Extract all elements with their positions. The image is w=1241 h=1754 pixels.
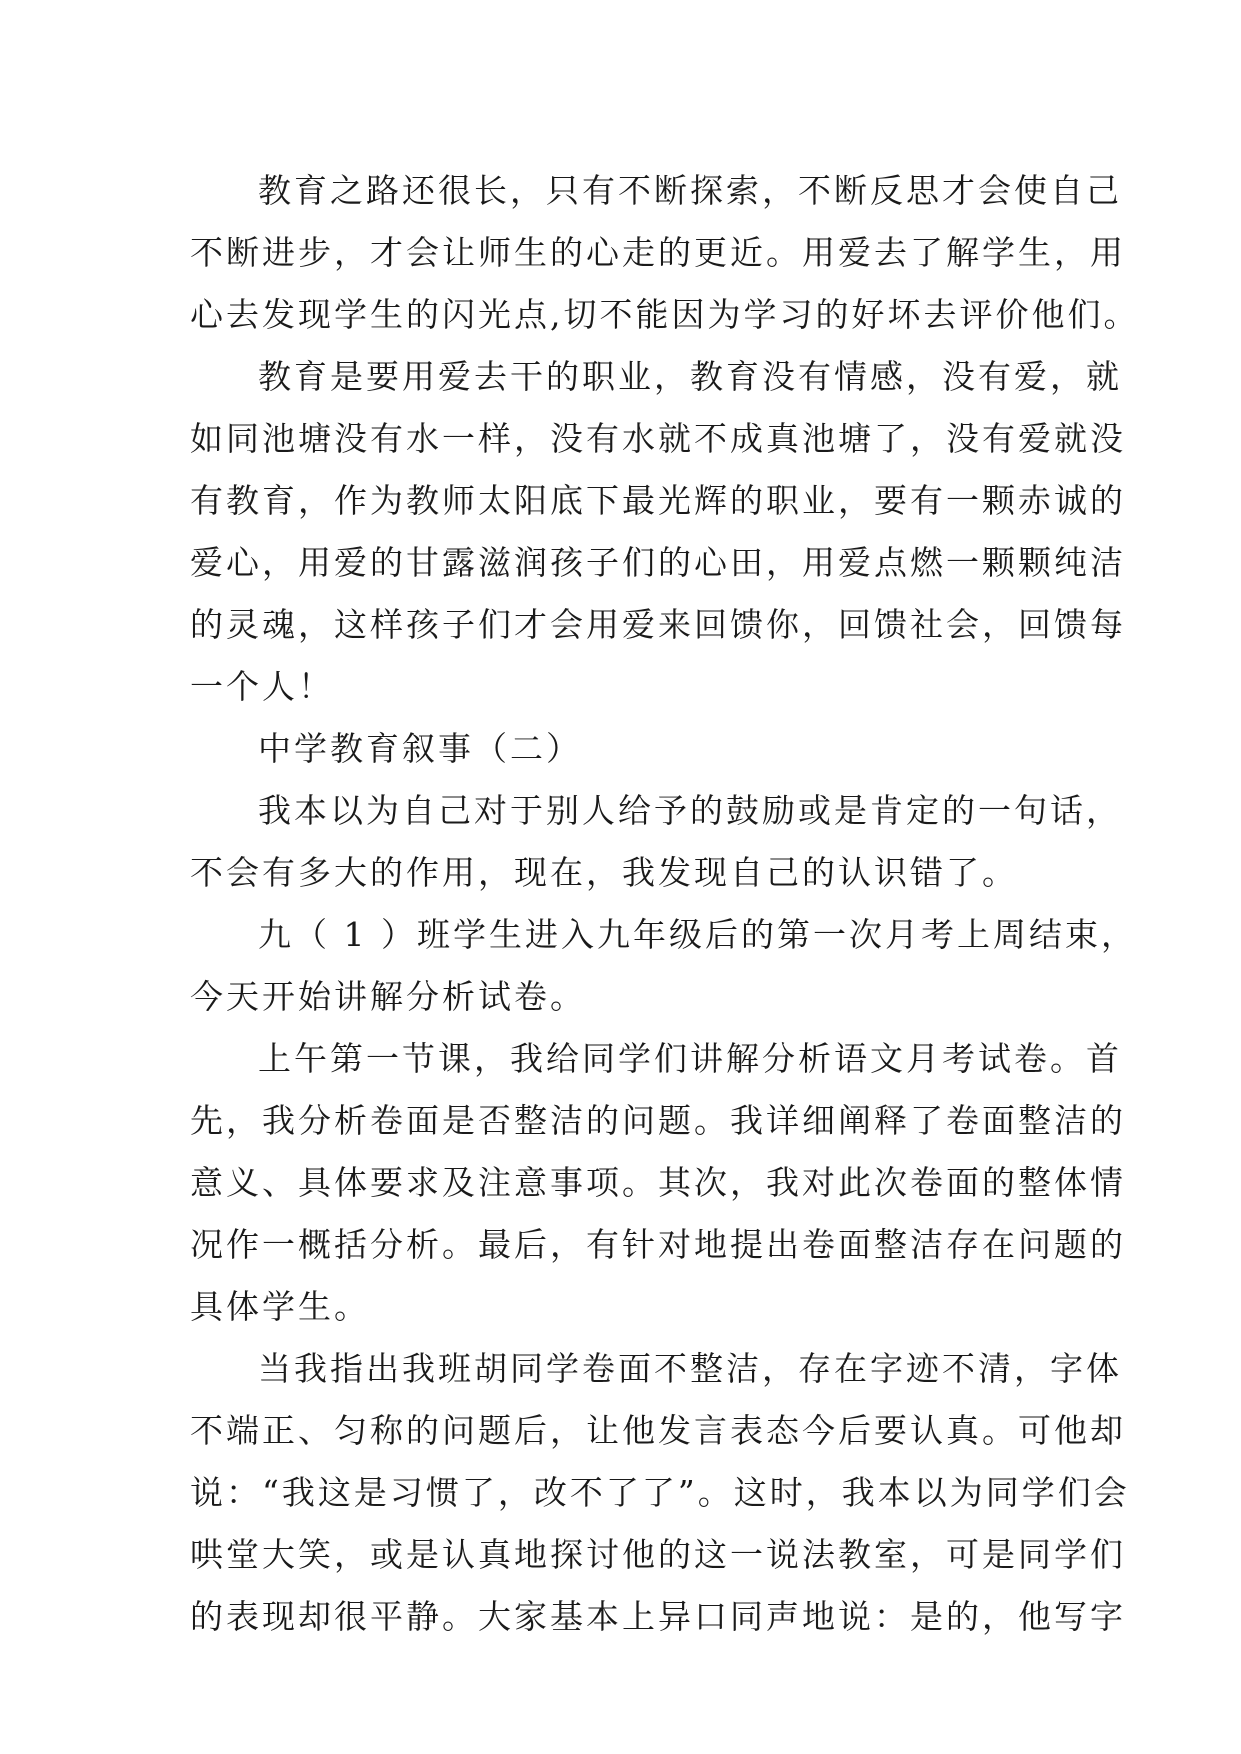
text-line: 今天开始讲解分析试卷。 — [190, 977, 586, 1016]
text-line: 的表现却很平静。大家基本上异口同声地说：是的，他写字 — [190, 1597, 1126, 1636]
text-line: 我本以为自己对于别人给予的鼓励或是肯定的一句话， — [258, 791, 1122, 830]
text-line: 一个人！ — [190, 667, 334, 706]
text-line: 意义、具体要求及注意事项。其次，我对此次卷面的整体情 — [190, 1163, 1126, 1202]
text-line: 说：“我这是习惯了，改不了了”。这时，我本以为同学们会 — [190, 1473, 1130, 1512]
text-line: 不会有多大的作用，现在，我发现自己的认识错了。 — [190, 853, 1018, 892]
text-line: 心去发现学生的闪光点,切不能因为学习的好坏去评价他们。 — [190, 295, 1140, 334]
text-line: 的灵魂，这样孩子们才会用爱来回馈你，回馈社会，回馈每 — [190, 605, 1126, 644]
text-line: 教育之路还很长，只有不断探索，不断反思才会使自己 — [258, 171, 1122, 210]
text-line: 教育是要用爱去干的职业，教育没有情感，没有爱，就 — [258, 357, 1122, 396]
text-line: 如同池塘没有水一样，没有水就不成真池塘了，没有爱就没 — [190, 419, 1126, 458]
text-line: 上午第一节课，我给同学们讲解分析语文月考试卷。首 — [258, 1039, 1122, 1078]
text-line: 哄堂大笑，或是认真地探讨他的这一说法教室，可是同学们 — [190, 1535, 1126, 1574]
text-line: 不断进步，才会让师生的心走的更近。用爱去了解学生，用 — [190, 233, 1126, 272]
text-line: 爱心，用爱的甘露滋润孩子们的心田，用爱点燃一颗颗纯洁 — [190, 543, 1126, 582]
text-line: 先，我分析卷面是否整洁的问题。我详细阐释了卷面整洁的 — [190, 1101, 1126, 1140]
text-line: 况作一概括分析。最后，有针对地提出卷面整洁存在问题的 — [190, 1225, 1126, 1264]
text-line: 有教育，作为教师太阳底下最光辉的职业，要有一颗赤诚的 — [190, 481, 1126, 520]
document-body — [190, 160, 1140, 1648]
text-line: 具体学生。 — [190, 1287, 370, 1326]
text-line: 九（ 1 ）班学生进入九年级后的第一次月考上周结束， — [258, 915, 1137, 954]
text-line: 当我指出我班胡同学卷面不整洁，存在字迹不清，字体 — [258, 1349, 1122, 1388]
section-heading: 中学教育叙事（二） — [258, 729, 582, 768]
text-line: 不端正、匀称的问题后，让他发言表态今后要认真。可他却 — [190, 1411, 1126, 1450]
